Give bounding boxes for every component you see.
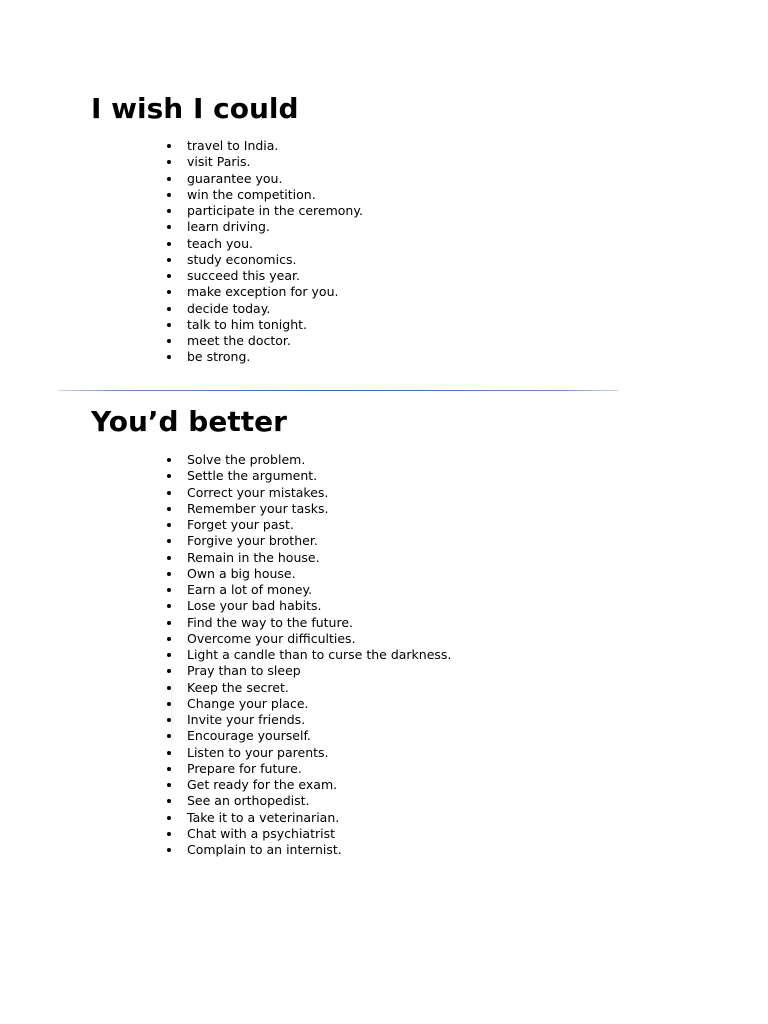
list-item-text: learn driving. <box>187 219 270 235</box>
list-item-text: Keep the secret. <box>187 679 289 695</box>
list-item-text: Prepare for future. <box>187 760 302 776</box>
list-item-text: travel to India. <box>187 138 279 153</box>
bullet-icon <box>167 507 171 511</box>
heading-youd-better: You’d better <box>91 405 287 438</box>
list-item-text: meet the doctor. <box>187 333 291 348</box>
list-item <box>187 728 451 744</box>
list-item <box>187 268 363 284</box>
list-item <box>187 793 451 809</box>
list-item-text: Remain in the house. <box>187 549 320 565</box>
list-item <box>187 533 451 549</box>
list-item <box>187 631 451 647</box>
bullet-icon <box>167 225 171 229</box>
list-item <box>187 517 451 533</box>
bullet-icon <box>167 539 171 543</box>
list-item-text: Complain to an internist. <box>187 842 342 857</box>
list-item-text: Remember your tasks. <box>187 500 329 516</box>
bullet-icon <box>167 572 171 576</box>
list-item <box>187 485 451 501</box>
list-item <box>187 712 451 728</box>
list-item-text: Get ready for the exam. <box>187 777 338 792</box>
list-item <box>187 154 363 170</box>
wish-list <box>187 138 363 366</box>
list-item-text: guarantee you. <box>187 170 283 186</box>
bullet-icon <box>167 767 171 771</box>
bullet-icon <box>167 339 171 343</box>
list-item <box>187 203 363 219</box>
bullet-icon <box>167 718 171 722</box>
list-item <box>187 810 451 826</box>
list-item-text: Forget your past. <box>187 517 294 532</box>
bullet-icon <box>167 177 171 181</box>
list-item <box>187 252 363 268</box>
bullet-icon <box>167 816 171 820</box>
list-item <box>187 582 451 598</box>
list-item-text: be strong. <box>187 349 251 365</box>
list-item-text: Change your place. <box>187 695 309 711</box>
bullet-icon <box>167 637 171 641</box>
list-item <box>187 777 451 793</box>
list-item-text: Take it to a veterinarian. <box>187 809 340 825</box>
list-item <box>187 219 363 235</box>
bullet-icon <box>167 474 171 478</box>
list-item-text: Settle the argument. <box>187 468 318 484</box>
bullet-icon <box>167 209 171 213</box>
list-item-text: Solve the problem. <box>187 452 306 467</box>
list-item <box>187 566 451 582</box>
list-item <box>187 501 451 517</box>
list-item-text: Light a candle than to curse the darkness. <box>187 647 452 662</box>
list-item <box>187 468 451 484</box>
list-item <box>187 663 451 679</box>
bullet-icon <box>167 193 171 197</box>
list-item <box>187 284 363 300</box>
list-item <box>187 842 451 858</box>
list-item-text: Pray than to sleep <box>187 663 301 679</box>
list-item <box>187 680 451 696</box>
bullet-icon <box>167 355 171 359</box>
list-item-text: Lose your bad habits. <box>187 598 322 614</box>
list-item-text: decide today. <box>187 300 271 316</box>
bullet-icon <box>167 458 171 462</box>
list-item-text: make exception for you. <box>187 284 339 300</box>
list-item-text: succeed this year. <box>187 268 300 283</box>
section-divider <box>58 390 618 391</box>
bullet-icon <box>167 323 171 327</box>
list-item <box>187 761 451 777</box>
bullet-icon <box>167 604 171 608</box>
list-item-text: talk to him tonight. <box>187 316 307 332</box>
bullet-icon <box>167 621 171 625</box>
bullet-icon <box>167 702 171 706</box>
list-item <box>187 236 363 252</box>
list-item-text: Overcome your difficulties. <box>187 630 356 646</box>
list-item-text: participate in the ceremony. <box>187 203 363 218</box>
list-item-text: Forgive your brother. <box>187 533 318 549</box>
list-item <box>187 550 451 566</box>
list-item <box>187 317 363 333</box>
list-item <box>187 171 363 187</box>
list-item <box>187 745 451 761</box>
list-item <box>187 452 451 468</box>
list-item-text: win the competition. <box>187 186 316 202</box>
bullet-icon <box>167 491 171 495</box>
bullet-icon <box>167 144 171 148</box>
bullet-icon <box>167 848 171 852</box>
bullet-icon <box>167 307 171 311</box>
bullet-icon <box>167 274 171 278</box>
bullet-icon <box>167 783 171 787</box>
list-item <box>187 696 451 712</box>
list-item-text: Encourage yourself. <box>187 728 311 744</box>
list-item <box>187 301 363 317</box>
list-item <box>187 349 363 365</box>
bullet-icon <box>167 832 171 836</box>
list-item-text: study economics. <box>187 251 297 267</box>
list-item-text: Listen to your parents. <box>187 744 329 760</box>
bullet-icon <box>167 751 171 755</box>
bullet-icon <box>167 258 171 262</box>
bullet-icon <box>167 523 171 527</box>
bullet-icon <box>167 290 171 294</box>
list-item <box>187 647 451 663</box>
list-item-text: Find the way to the future. <box>187 614 354 630</box>
list-item-text: visit Paris. <box>187 154 251 170</box>
list-item-text: Own a big house. <box>187 565 296 581</box>
bullet-icon <box>167 242 171 246</box>
list-item-text: Earn a lot of money. <box>187 582 313 597</box>
list-item-text: Chat with a psychiatrist <box>187 825 336 841</box>
list-item <box>187 333 363 349</box>
bullet-icon <box>167 556 171 560</box>
list-item-text: See an orthopedist. <box>187 793 310 809</box>
list-item <box>187 598 451 614</box>
better-list <box>187 452 451 858</box>
list-item-text: teach you. <box>187 235 253 251</box>
bullet-icon <box>167 653 171 657</box>
list-item <box>187 615 451 631</box>
bullet-icon <box>167 799 171 803</box>
bullet-icon <box>167 669 171 673</box>
bullet-icon <box>167 588 171 592</box>
list-item <box>187 187 363 203</box>
bullet-icon <box>167 734 171 738</box>
list-item <box>187 826 451 842</box>
list-item <box>187 138 363 154</box>
list-item-text: Correct your mistakes. <box>187 484 329 500</box>
bullet-icon <box>167 160 171 164</box>
heading-i-wish-i-could: I wish I could <box>91 92 299 125</box>
list-item-text: Invite your friends. <box>187 712 306 727</box>
bullet-icon <box>167 686 171 690</box>
